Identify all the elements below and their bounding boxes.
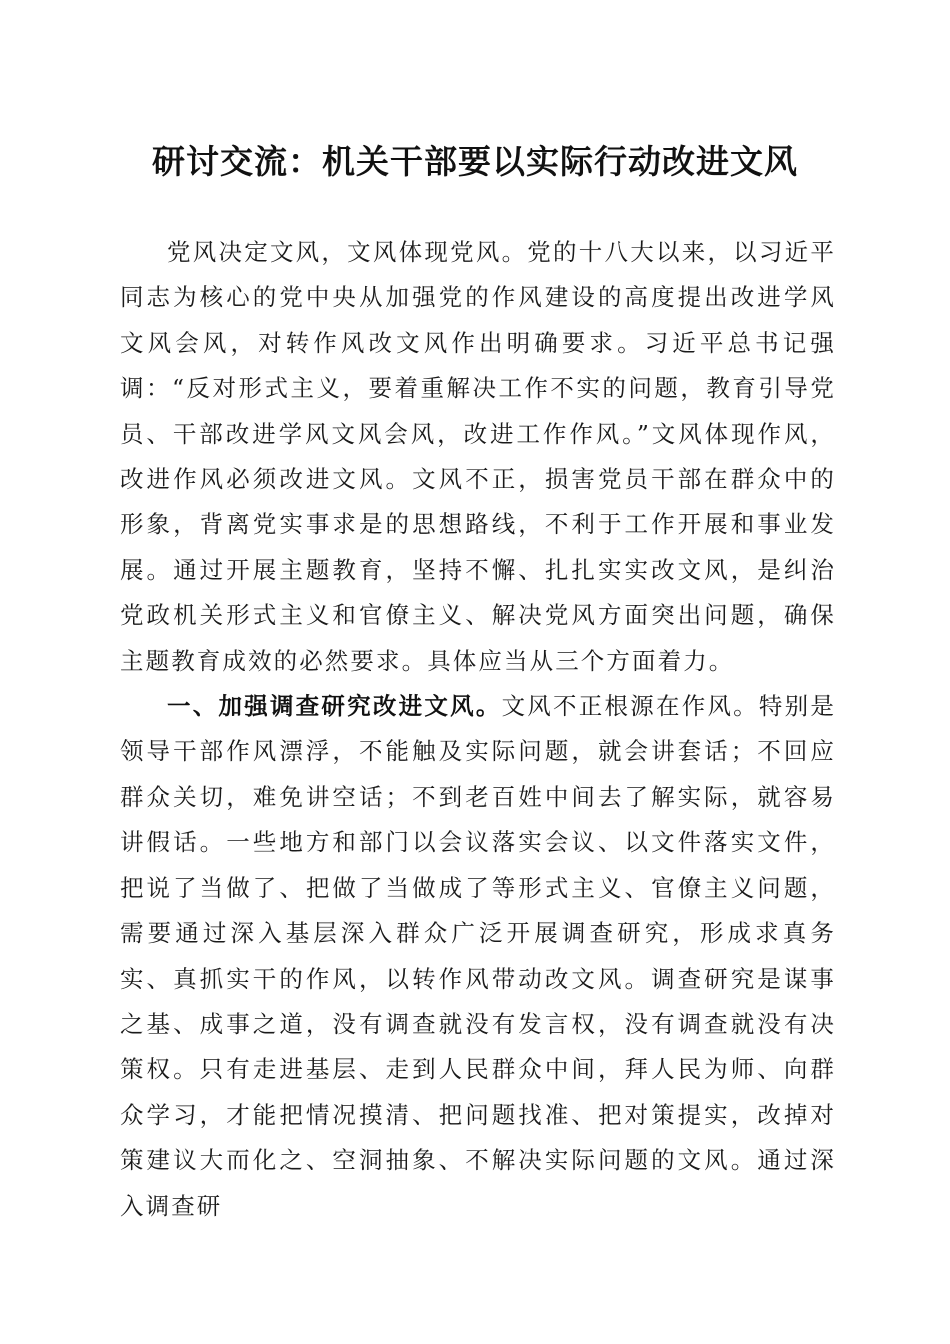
intro-paragraph: 党风决定文风，文风体现党风。党的十八大以来，以习近平同志为核心的党中央从加强党的作风建设的高度提出改进学风文风会风，对转作风改文风作出明确要求。习近平总书记强调：“反对形式主义，要着重解决工作不实的问题，教育引导党员、干部改进学风文风会风，改进工作作风。”文风体现作风，改进作风必须改进文风。文风不正，损害党员干部在群众中的形象，背离党实事求是的思想路线，不利于工作开展和事业发展。通过开展主题教育，坚持不懈、扎扎实实改文风，是纠治党政机关形式主义和官僚主义、解决党风方面突出问题，确保主题教育成效的必然要求。具体应当从三个方面着力。 <box>120 238 836 675</box>
section-one-heading: 一、加强调查研究改进文风。 <box>167 692 502 721</box>
section-one-text: 文风不正根源在作风。特别是领导干部作风漂浮，不能触及实际问题，就会讲套话；不回应群众关切，难免讲空话；不到老百姓中间去了解实际，就容易讲假话。一些地方和部门以会议落实会议、以文件落实文件，把说了当做了、把做了当做成了等形式主义、官僚主义问题，需要通过深入基层深入群众广泛开展调查研究，形成求真务实、真抓实干的作风，以转作风带动改文风。调查研究是谋事之基、成事之道，没有调查就没有发言权，没有调查就没有决策权。只有走进基层、走到人民群众中间，拜人民为师、向群众学习，才能把情况摸清、把问题找准、把对策提实，改掉对策建议大而化之、空洞抽象、不解决实际问题的文风。通过深入调查研 <box>120 692 836 1220</box>
section-one-paragraph <box>120 684 836 1229</box>
document-body <box>120 230 836 1229</box>
document-title: 研讨交流：机关干部要以实际行动改进文风 <box>152 142 798 181</box>
